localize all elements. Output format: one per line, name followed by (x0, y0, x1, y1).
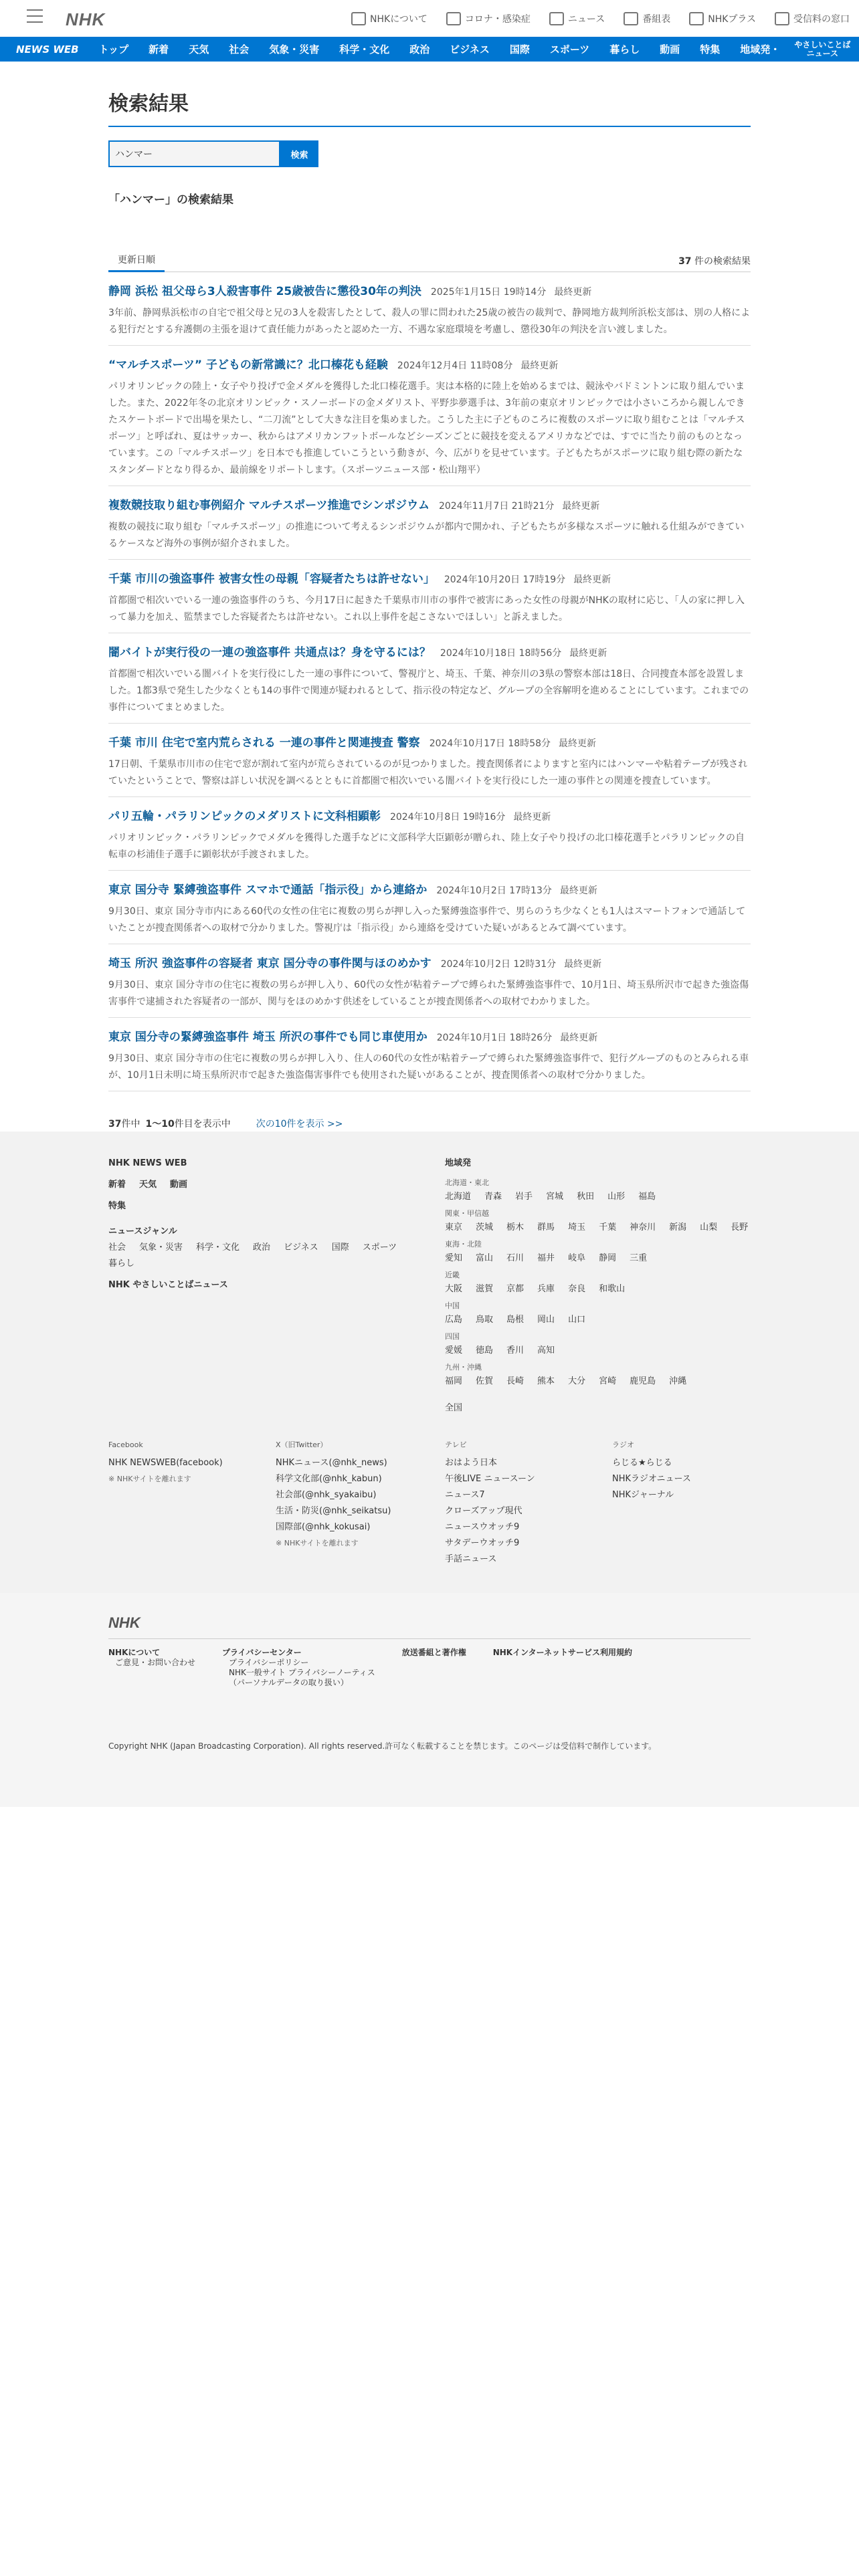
region-link[interactable]: 沖縄 (669, 1376, 687, 1386)
article-date: 2024年10月1日 18時26分 (436, 1033, 553, 1043)
search-form (108, 140, 751, 167)
article-header (108, 734, 751, 752)
region-link[interactable]: 長崎 (506, 1376, 524, 1386)
pager-count-suffix: 件中 (121, 1119, 140, 1130)
region-link[interactable]: 福島 (638, 1192, 656, 1202)
article-header (108, 497, 751, 515)
region-link[interactable]: 佐賀 (476, 1376, 494, 1386)
list-item (108, 797, 751, 871)
region-link[interactable]: 愛媛 (445, 1346, 463, 1356)
radio-program-link[interactable]: らじる★らじる (612, 1458, 672, 1468)
footer-facebook (108, 1439, 262, 1487)
region-link[interactable]: 山梨 (700, 1222, 718, 1232)
building-icon (351, 12, 366, 25)
footer-newsweb-title: NHK NEWS WEB (108, 1158, 187, 1168)
header-link-2[interactable] (549, 8, 605, 29)
nav-item-4[interactable]: 気象・災害 (269, 43, 320, 56)
article-header (108, 356, 751, 374)
region-link[interactable]: 和歌山 (599, 1284, 626, 1294)
footer-nav (0, 1132, 859, 1593)
list-item (108, 724, 751, 797)
region-link[interactable]: 奈良 (568, 1284, 586, 1294)
article-title-link[interactable]: 東京 国分寺 緊縛強盗事件 スマホで通話「指示役」から連絡か (108, 883, 427, 897)
nav-item-easy-news[interactable] (790, 41, 854, 58)
region-link[interactable]: 徳島 (476, 1346, 494, 1356)
radio-program-link[interactable]: NHKラジオニュース (612, 1474, 691, 1484)
nav-item-5[interactable]: 科学・文化 (339, 43, 390, 56)
footer-nationwide[interactable]: 全国 (445, 1403, 463, 1413)
article-title-link[interactable]: 複数競技取り組む事例紹介 マルチスポーツ推進でシンポジウム (108, 499, 430, 512)
article-updated-label: 最終更新 (559, 885, 597, 896)
footer-newsweb-link[interactable]: 動画 (170, 1180, 188, 1190)
facebook-title: Facebook (108, 1440, 143, 1449)
header-link-0[interactable] (351, 8, 427, 29)
region-row (445, 1189, 753, 1205)
region-link[interactable]: 福岡 (445, 1376, 463, 1386)
header-links (351, 8, 850, 29)
header-link-label: 番組表 (642, 14, 671, 25)
region-link[interactable]: 北海道 (445, 1192, 472, 1202)
x-link[interactable]: NHKニュース(@nhk_news) (276, 1458, 387, 1468)
sort-row (108, 252, 751, 272)
list-item (108, 346, 751, 486)
footer-genre-link[interactable]: 国際 (331, 1243, 349, 1253)
article-updated-label: 最終更新 (554, 287, 592, 298)
nav-item-2[interactable]: 天気 (189, 43, 209, 56)
article-header (108, 644, 751, 662)
footer-genre-link[interactable]: ビジネス (284, 1243, 318, 1253)
region-row (445, 1374, 753, 1390)
article-summary: 首都圏で相次いでいる一連の強盗事件のうち、今月17日に起きた千葉県市川市の事件で被害にあった女性の母親がNHKの取材に応じ、「人の家に押し入って暴力を加え、監禁までした容疑者たちは許せない。これ以上事件を起こさないでほしい」と訴えました。 (108, 595, 745, 623)
pager-range-suffix: 件目を表示中 (174, 1119, 231, 1130)
region-link[interactable]: 石川 (506, 1253, 524, 1263)
region-link[interactable]: 秋田 (577, 1192, 595, 1202)
region-link[interactable]: 三重 (630, 1253, 648, 1263)
region-link[interactable]: 大阪 (445, 1284, 463, 1294)
article-header (108, 881, 751, 899)
region-link[interactable]: 岩手 (515, 1192, 533, 1202)
copyright-text: Copyright NHK (Japan Broadcasting Corporation). All rights reserved.許可なく転載することを禁じます。このページは受信料で制作しています。 (108, 1741, 657, 1751)
footer-link-terms[interactable]: NHKインターネットサービス利用規約 (492, 1648, 633, 1657)
region-link[interactable]: 茨城 (476, 1222, 494, 1232)
nav-easy-line1: やさしいことば (794, 39, 851, 49)
footer-radio (612, 1439, 753, 1503)
calendar-icon (624, 12, 638, 25)
region-area-label: 関東・甲信越 (445, 1209, 489, 1218)
header-link-5[interactable] (775, 8, 850, 29)
region-link[interactable]: 長野 (731, 1222, 749, 1232)
header-link-label: NHKプラス (708, 14, 756, 25)
region-link[interactable]: 栃木 (506, 1222, 524, 1232)
region-link[interactable]: 高知 (537, 1346, 555, 1356)
region-area-label: 九州・沖縄 (445, 1363, 482, 1372)
article-title-link[interactable]: 闇バイトが実行役の一連の強盗事件 共通点は？身を守るには？ (108, 646, 431, 659)
region-link[interactable]: 岐阜 (568, 1253, 586, 1263)
article-updated-label: 最終更新 (513, 812, 551, 823)
nav-item-12[interactable]: 特集 (700, 43, 721, 56)
article-summary: パリオリンピックの陸上・女子やり投げで金メダルを獲得した北口榛花選手。実は本格的に陸上を始めるまでは、競泳やバドミントンに取り組んでいました。また、2022年冬の北京オリンピック・スノーボードの金メダリスト、平野歩夢選手は、3年前の東京オリンピックでは小さいころから親しんできたスケートボードで出場を果たし、“二刀流”として大きな注目を集めました。こうした主に子どものころに複数のスポーツに取り組むことは「マルチスポーツ」と呼ばれ、夏はサッカー、秋からはアメリカンフットボールなどシーズンごとに競技を変えるアメリカなどでは、すでに当たり前のものとなっています。この「マルチスポーツ」を日本でも推進していこうという動きが、今、広がりを見せています。子どもたちがスポーツに取り組む際の新たなスタンダードとなり得るか、最前線をリポートします。（スポーツニュース部・松山翔平） (108, 381, 745, 475)
footer-newsweb-link[interactable]: 特集 (108, 1201, 126, 1211)
virus-icon (446, 12, 461, 25)
nav-easy-line2: ニュース (806, 48, 839, 58)
nav-item-9[interactable]: スポーツ (549, 43, 590, 56)
region-link[interactable]: 愛知 (445, 1253, 463, 1263)
article-summary: 9月30日、東京 国分寺市の住宅に複数の男らが押し入り、住人の60代の女性が粘着テープで縛られた緊縛強盗事件で、犯行グループのものとみられる車が、10月1日未明に埼玉県所沢市で起きた強盗傷害事件でも使用された疑いがあることが、捜査関係者への取材で分かりました。 (108, 1053, 749, 1081)
article-header (108, 283, 751, 301)
tv-program-link[interactable]: サタデーウオッチ9 (445, 1538, 520, 1548)
footer-link-about[interactable]: NHKについて (108, 1648, 161, 1657)
pager (108, 1117, 751, 1130)
region-link[interactable]: 福井 (537, 1253, 555, 1263)
region-link[interactable]: 千葉 (599, 1222, 617, 1232)
article-date: 2024年11月7日 21時21分 (438, 501, 555, 512)
footer-genre-link[interactable]: 社会 (108, 1243, 126, 1253)
x-link[interactable]: 生活・防災(@nhk_seikatsu) (276, 1506, 391, 1516)
tv-icon (775, 12, 789, 25)
nav-item-8[interactable]: 国際 (509, 43, 530, 56)
nav-item-3[interactable]: 社会 (229, 43, 250, 56)
tv-title: テレビ (445, 1440, 467, 1449)
footer-newsweb (108, 1156, 403, 1293)
article-header (108, 955, 751, 973)
article-date: 2024年10月2日 17時13分 (436, 885, 552, 896)
footer-link-privacy-policy[interactable]: プライバシーポリシー (229, 1658, 309, 1667)
article-title-link[interactable]: 静岡 浜松 祖父母ら3人殺害事件 25歳被告に懲役30年の判決 (108, 285, 421, 298)
list-item (108, 272, 751, 346)
article-updated-label: 最終更新 (573, 574, 611, 585)
region-link[interactable]: 宮城 (546, 1192, 564, 1202)
article-date: 2024年12月4日 11時08分 (397, 360, 513, 371)
list-item (108, 486, 751, 560)
article-date: 2024年10月2日 12時31分 (440, 959, 557, 970)
region-area-label: 中国 (445, 1301, 460, 1310)
tv-program-link[interactable]: クローズアップ現代 (445, 1506, 522, 1516)
footer-nhk-logo[interactable]: NHK (108, 1614, 140, 1631)
region-link[interactable]: 香川 (506, 1346, 524, 1356)
footer-divider (108, 1638, 751, 1639)
footer-genre-title: ニュースジャンル (108, 1226, 177, 1237)
sort-tab-updated[interactable]: 更新日順 (108, 253, 165, 272)
region-link[interactable]: 島根 (506, 1315, 524, 1325)
region-link[interactable]: 鳥取 (476, 1315, 494, 1325)
header-link-label: ニュース (567, 14, 605, 25)
article-updated-label: 最終更新 (569, 648, 607, 659)
article-list (108, 272, 751, 1091)
list-item (108, 633, 751, 724)
footer-genre-link[interactable]: 政治 (253, 1243, 271, 1253)
article-summary: 9月30日、東京 国分寺市内にある60代の女性の住宅に複数の男らが押し入った緊縛強盗事件で、男らのうち少なくとも1人はスマートフォンで通話していたことが捜査関係者への取材で分かりました。警視庁は「指示役」から連絡を受けていた疑いがあるとみて調べています。 (108, 906, 746, 934)
article-summary: 17日朝、千葉県市川市の住宅で窓が割れて室内が荒らされているのが見つかりました。捜査関係者によりますと室内にはハンマーや粘着テープが残されていたということで、警察は詳しい状況を調べるとともに首都圏で相次いでいる闇バイトを実行役にした一連の事件との関連を捜査しています。 (108, 759, 748, 786)
x-title: X（旧Twitter） (276, 1440, 328, 1449)
header-link-label: 受信料の窓口 (793, 14, 850, 25)
header-link-3[interactable] (624, 8, 670, 29)
main-content (108, 62, 751, 1130)
facebook-note: ※ NHKサイトを離れます (108, 1475, 191, 1483)
article-summary: パリオリンピック・パラリンピックでメダルを獲得した選手などに文部科学大臣顕彰が贈られ、陸上女子やり投げの北口榛花選手とパラリンピックの自転車の杉浦佳子選手に顕彰状が手渡されました。 (108, 833, 745, 860)
article-header (108, 808, 751, 826)
article-date: 2024年10月8日 19時16分 (389, 812, 506, 823)
nav-item-7[interactable]: ビジネス (450, 43, 490, 56)
nav-item-10[interactable]: 暮らし (609, 43, 640, 56)
footer-genre-link[interactable]: 暮らし (108, 1259, 135, 1269)
footer-genre-link[interactable]: 科学・文化 (196, 1243, 240, 1253)
article-header (108, 570, 751, 588)
article-title-link[interactable]: 埼玉 所沢 強盗事件の容疑者 東京 国分寺の事件関与ほのめかす (108, 957, 432, 970)
region-link[interactable]: 富山 (476, 1253, 494, 1263)
x-note: ※ NHKサイトを離れます (276, 1539, 359, 1547)
article-date: 2024年10月18日 18時56分 (440, 648, 562, 659)
region-link[interactable]: 大分 (568, 1376, 586, 1386)
nav-item-6[interactable]: 政治 (409, 43, 430, 56)
facebook-link[interactable]: NHK NEWSWEB(facebook) (108, 1458, 223, 1468)
nav-item-0[interactable]: トップ (98, 43, 129, 56)
article-title-link[interactable]: パリ五輪・パラリンピックのメダリストに文科相顕彰 (108, 810, 381, 823)
article-date: 2025年1月15日 19時14分 (430, 287, 547, 298)
search-button[interactable]: 検索 (280, 140, 318, 167)
article-title-link[interactable]: 千葉 市川の強盗事件 被害女性の母親「容疑者たちは許せない」 (108, 572, 435, 586)
tv-program-link[interactable]: おはよう日本 (445, 1458, 498, 1468)
footer-link-copyright[interactable]: 放送番組と著作権 (401, 1648, 466, 1657)
region-link[interactable]: 青森 (484, 1192, 502, 1202)
play-icon (689, 12, 704, 25)
footer-newsweb-link[interactable]: 天気 (139, 1180, 157, 1190)
region-area-label: 北海道・東北 (445, 1178, 489, 1187)
nav-item-1[interactable]: 新着 (149, 43, 169, 56)
article-title-link[interactable]: “マルチスポーツ” 子どもの新常識に？北口榛花も経験 (108, 358, 388, 372)
x-link[interactable]: 国際部(@nhk_kokusai) (276, 1522, 371, 1532)
article-updated-label: 最終更新 (562, 501, 600, 512)
region-link[interactable]: 滋賀 (476, 1284, 494, 1294)
header-link-4[interactable] (689, 8, 756, 29)
article-title-link[interactable]: 千葉 市川 住宅で室内荒らされる 一連の事件と関連捜査 警察 (108, 736, 420, 750)
privacy-notice-line1: NHK一般サイト プライバシーノーティス (229, 1668, 375, 1677)
article-updated-label: 最終更新 (560, 1033, 598, 1043)
footer-bottom (0, 1593, 859, 1807)
nhk-logo[interactable]: NHK (66, 9, 106, 29)
region-row (445, 1281, 753, 1297)
list-item (108, 1018, 751, 1091)
page-title: 検索結果 (108, 62, 751, 127)
list-item (108, 560, 751, 633)
footer-x (276, 1439, 430, 1551)
footer-region-title: 地域発 (445, 1158, 472, 1168)
region-link[interactable]: 鹿児島 (630, 1376, 656, 1386)
nav-item-13[interactable]: 地域発・ (740, 43, 781, 56)
region-link[interactable]: 宮崎 (599, 1376, 617, 1386)
footer-regions (445, 1156, 753, 1416)
article-date: 2024年10月20日 17時19分 (444, 574, 566, 585)
nav-brand-newsweb[interactable]: NEWS WEB (16, 43, 79, 56)
article-summary: 首都圏で相次いでいる闇バイトを実行役にした一連の事件について、警視庁と、埼玉、千葉、神奈川の3県の警察本部は18日、合同捜査本部を設置しました。1都3県で発生した少なくとも14の事件で関連が疑われるとして、指示役の特定など、グループの全容解明を進めることにしています。これまでの事件についてまとめました。 (108, 669, 749, 713)
article-date: 2024年10月17日 18時58分 (429, 738, 551, 749)
region-row (445, 1343, 753, 1359)
region-link[interactable]: 岡山 (537, 1315, 555, 1325)
region-link[interactable]: 東京 (445, 1222, 463, 1232)
region-link[interactable]: 埼玉 (568, 1222, 586, 1232)
tv-program-link[interactable]: 午後LIVE ニュースーン (445, 1474, 535, 1484)
top-header (0, 0, 859, 37)
region-link[interactable]: 新潟 (669, 1222, 687, 1232)
region-link[interactable]: 静岡 (599, 1253, 617, 1263)
footer-genre-link[interactable]: スポーツ (362, 1243, 397, 1253)
radio-title: ラジオ (612, 1440, 634, 1449)
news-icon (549, 12, 564, 25)
header-link-1[interactable] (446, 8, 531, 29)
result-heading: 「ハンマー」の検索結果 (108, 193, 233, 207)
pager-range: 1〜10 (145, 1119, 175, 1130)
x-link[interactable]: 科学文化部(@nhk_kabun) (276, 1474, 382, 1484)
region-area-label: 四国 (445, 1332, 460, 1341)
region-area-label: 東海・北陸 (445, 1240, 482, 1249)
region-link[interactable]: 神奈川 (630, 1222, 656, 1232)
list-item (108, 944, 751, 1018)
privacy-notice-line2: （パーソナルデータの取り扱い） (229, 1678, 349, 1687)
footer-tv (445, 1439, 599, 1568)
footer-links (108, 1648, 632, 1688)
region-link[interactable]: 山口 (568, 1315, 586, 1325)
region-area-label: 近畿 (445, 1271, 460, 1279)
article-updated-label: 最終更新 (559, 738, 597, 749)
article-summary: 9月30日、東京 国分寺市の住宅に複数の男らが押し入り、60代の女性が粘着テープで縛られた緊縛強盗事件で、10月1日、埼玉県所沢市で起きた強盗傷害事件で逮捕された容疑者の一部が、関与をほのめかす供述をしていることが捜査関係者への取材でわかりました。 (108, 980, 749, 1007)
footer-link-privacy-notice[interactable] (229, 1668, 375, 1688)
next-page-link[interactable]: 次の10件を表示 >> (256, 1119, 343, 1130)
tv-program-link[interactable]: ニュースウオッチ9 (445, 1522, 520, 1532)
footer-genre-link[interactable]: 気象・災害 (139, 1243, 183, 1253)
article-summary: 3年前、静岡県浜松市の自宅で祖父母と兄の3人を殺害したとして、殺人の罪に問われた25歳の被告の裁判で、静岡地方裁判所浜松支部は、別の人格による犯行だとする弁護側の主張を退けて責任能力があったと認めた一方、不遇な家庭環境を考慮し、懲役30年の判決を言い渡しました。 (108, 308, 751, 335)
article-summary: 複数の競技に取り組む「マルチスポーツ」の推進について考えるシンポジウムが都内で開かれ、子どもたちが多様なスポーツに触れる仕組みができているケースなど海外の事例が紹介されました。 (108, 522, 745, 549)
region-link[interactable]: 熊本 (537, 1376, 555, 1386)
menu-icon[interactable] (27, 9, 43, 23)
region-row (445, 1312, 753, 1328)
region-link[interactable]: 山形 (607, 1192, 626, 1202)
footer-link-privacy[interactable]: プライバシーセンター (222, 1648, 302, 1657)
region-link[interactable]: 広島 (445, 1315, 463, 1325)
region-link[interactable]: 京都 (506, 1284, 524, 1294)
result-count (678, 254, 751, 267)
radio-program-link[interactable]: NHKジャーナル (612, 1490, 674, 1500)
region-link[interactable]: 群馬 (537, 1222, 555, 1232)
x-link[interactable]: 社会部(@nhk_syakaibu) (276, 1490, 377, 1500)
article-title-link[interactable]: 東京 国分寺の緊縛強盗事件 埼玉 所沢の事件でも同じ車使用か (108, 1031, 427, 1044)
footer-easy-news[interactable]: NHK やさしいことばニュース (108, 1280, 228, 1290)
pager-count: 37 (108, 1119, 122, 1130)
header-link-label: NHKについて (370, 14, 427, 25)
region-row (445, 1220, 753, 1236)
tv-program-link[interactable]: ニュース7 (445, 1490, 485, 1500)
search-input[interactable] (108, 140, 280, 167)
nav-item-11[interactable]: 動画 (660, 43, 680, 56)
header-link-label: コロナ・感染症 (464, 14, 531, 25)
result-count-suffix: 件の検索結果 (694, 256, 751, 267)
result-count-number: 37 (678, 256, 692, 267)
main-nav (0, 37, 859, 62)
article-updated-label: 最終更新 (520, 360, 559, 371)
footer-newsweb-link[interactable]: 新着 (108, 1180, 126, 1190)
article-updated-label: 最終更新 (564, 959, 602, 970)
tv-program-link[interactable]: 手話ニュース (445, 1554, 497, 1564)
footer-link-contact[interactable]: ご意見・お問い合わせ (115, 1658, 196, 1667)
region-row (445, 1251, 753, 1267)
region-link[interactable]: 兵庫 (537, 1284, 555, 1294)
article-header (108, 1029, 751, 1047)
list-item (108, 871, 751, 944)
